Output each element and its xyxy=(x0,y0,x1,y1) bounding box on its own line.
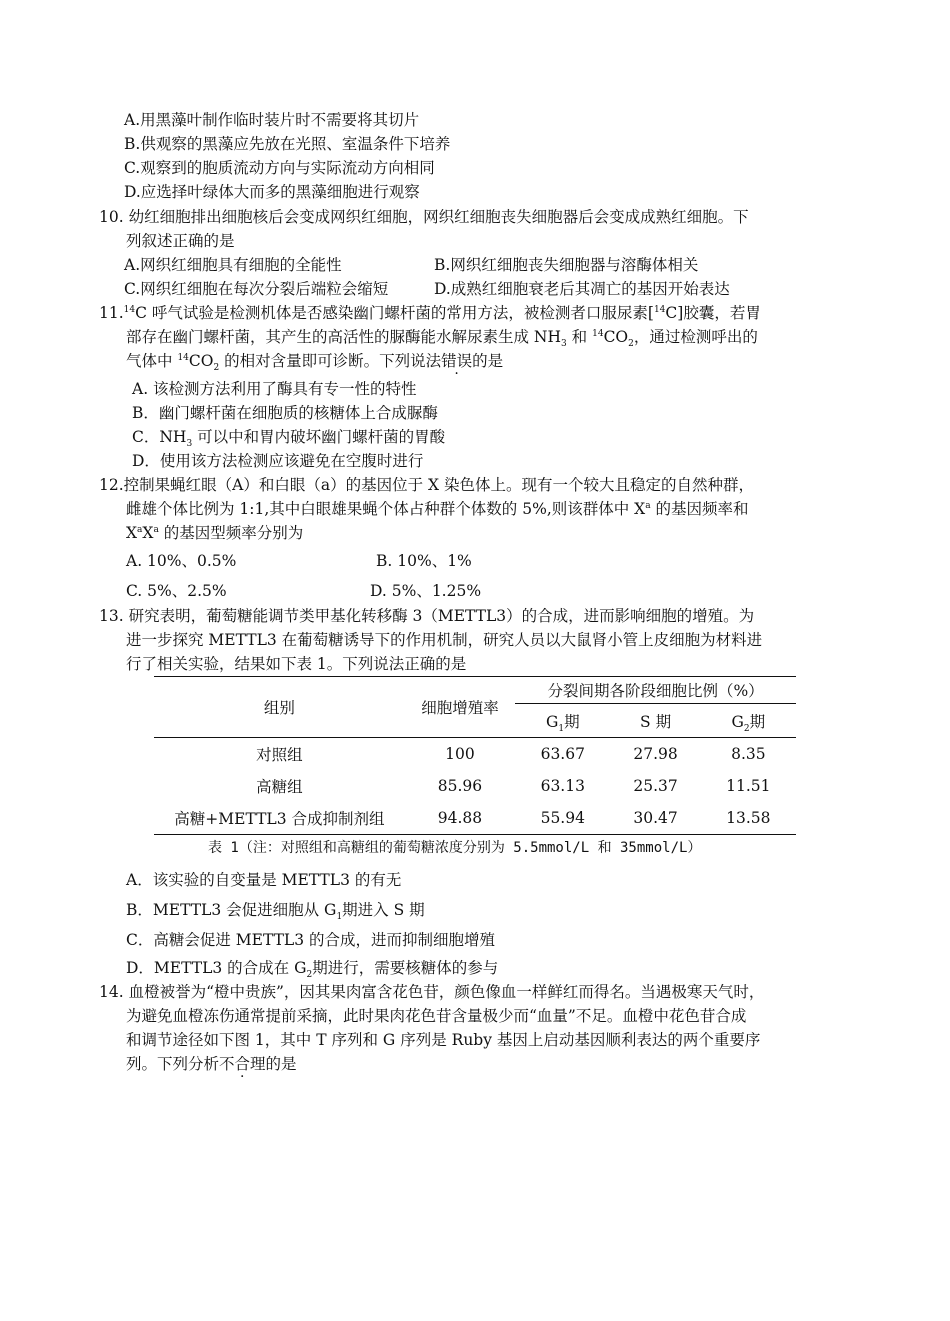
q11-option-c: C．$NH_3$ 可以中和胃内破坏幽门螺杆菌的胃酸 xyxy=(132,428,446,450)
header-rate: 细胞增殖率 xyxy=(405,677,515,738)
q12-option-a: A. 10%、0.5% xyxy=(126,552,237,570)
q11-stem-line1: 11.14C 呼气试验是检测机体是否感染幽门螺杆菌的常用方法，被检测者口服尿素[$^{14}$C]胶囊，若胃 xyxy=(99,304,761,322)
q9-option-a: A.用黑藻叶制作临时装片时不需要将其切片 xyxy=(124,111,420,129)
q13-stem-line2: 进一步探究 METTL3 在葡萄糖诱导下的作用机制，研究人员以大鼠肾小管上皮细胞为材料进 xyxy=(126,631,763,649)
header-s: S 期 xyxy=(610,704,700,738)
q11-stem-line2: 部存在幽门螺杆菌，其产生的高活性的脲酶能水解尿素生成 $NH_3$ 和 $^{14}CO_2$，通过检测呼出的 xyxy=(126,328,758,350)
q11-option-a: A. 该检测方法利用了酶具有专一性的特性 xyxy=(132,380,417,398)
q13-stem-line3: 行了相关实验，结果如下表 1。下列说法正确的是 xyxy=(126,655,467,673)
q11-option-d: D．使用该方法检测应该避免在空腹时进行 xyxy=(132,452,424,470)
header-group: 组别 xyxy=(154,677,405,738)
q13-stem-line1: 13. 研究表明，葡萄糖能调节类甲基化转移酶 3（METTL3）的合成，进而影响细胞的增殖。为 xyxy=(99,607,755,625)
cell-g2: 11.51 xyxy=(726,777,771,795)
cell-group: 高糖组 xyxy=(256,778,303,796)
q10-option-c: C.网织红细胞在每次分裂后端粒会缩短 xyxy=(124,280,389,298)
cell-s: 30.47 xyxy=(610,802,700,835)
table-row xyxy=(154,770,796,802)
table-row xyxy=(154,802,796,835)
q10-option-a: A.网织红细胞具有细胞的全能性 xyxy=(124,256,342,274)
header-g2: $G_2$期 xyxy=(701,704,796,738)
cell-g1: 63.67 xyxy=(540,745,585,763)
cell-rate: 94.88 xyxy=(405,802,515,835)
header-g1: $G_1$期 xyxy=(515,704,610,738)
q10-stem-line2: 列叙述正确的是 xyxy=(126,232,235,250)
q12-option-c: C. 5%、2.5% xyxy=(126,582,227,600)
q9-option-b: B.供观察的黑藻应先放在光照、室温条件下培养 xyxy=(124,135,451,153)
table-caption: 表 1（注：对照组和高糖组的葡萄糖浓度分别为 5.5mmol/L 和 35mmol/L） xyxy=(208,840,702,856)
q11-emphasis: 错误 xyxy=(441,352,473,370)
data-table xyxy=(154,676,796,835)
q14-stem-line1: 14. 血橙被誉为“橙中贵族”，因其果肉富含花色苷，颜色像血一样鲜红而得名。当遇极寒天气时， xyxy=(99,983,765,1001)
q12-stem-line3: $X^aX^a$ 的基因型频率分别为 xyxy=(126,524,304,542)
cell-group: 高糖+METTL3 合成抑制剂组 xyxy=(154,802,405,835)
q10-option-b: B.网织红细胞丧失细胞器与溶酶体相关 xyxy=(434,256,699,274)
q14-stem-line3: 和调节途径如下图 1，其中 T 序列和 G 序列是 Ruby 基因上启动基因顺利表达的两个重要序 xyxy=(126,1031,761,1049)
q9-option-d: D.应选择叶绿体大而多的黑藻细胞进行观察 xyxy=(124,183,420,201)
q9-option-c: C.观察到的胞质流动方向与实际流动方向相同 xyxy=(124,159,435,177)
cell-g1: 55.94 xyxy=(515,802,610,835)
table-row xyxy=(154,738,796,771)
cell-rate: 85.96 xyxy=(437,777,483,795)
cell-group: 对照组 xyxy=(256,746,303,764)
cell-g1: 63.13 xyxy=(540,777,585,795)
q12-stem-line2: 雌雄个体比例为 1:1,其中白眼雄果蝇个体占种群个体数的 5%,则该群体中 $X^a$ 的基因频率和 xyxy=(126,500,749,518)
q12-stem-line1: 12.控制果蝇红眼（A）和白眼（a）的基因位于 X 染色体上。现有一个较大且稳定的自然种群， xyxy=(99,476,754,494)
cell-s: 25.37 xyxy=(633,777,678,795)
q13-option-d: D．METTL3 的合成在 $G_2$期进行，需要核糖体的参与 xyxy=(126,959,499,981)
q13-option-b: B．METTL3 会促进细胞从 $G_1$期进入 S 期 xyxy=(126,901,425,923)
q14-stem-line4: 列。下列分析不合理的是 xyxy=(126,1055,297,1073)
q13-option-c: C．高糖会促进 METTL3 的合成，进而抑制细胞增殖 xyxy=(126,931,496,949)
q11-option-b: B．幽门螺杆菌在细胞质的核糖体上合成脲酶 xyxy=(132,404,438,422)
cell-g2: 8.35 xyxy=(731,745,766,763)
cell-g2: 13.58 xyxy=(701,802,796,835)
q12-option-d: D. 5%、1.25% xyxy=(370,582,482,600)
q10-option-d: D.成熟红细胞衰老后其凋亡的基因开始表达 xyxy=(434,280,730,298)
q10-stem-line1: 10. 幼红细胞排出细胞核后会变成网织红细胞，网织红细胞丧失细胞器后会变成成熟红细胞。下 xyxy=(99,208,749,226)
q12-option-b: B. 10%、1% xyxy=(376,552,472,570)
q14-stem-line2: 为避免血橙冻伤通常提前采摘，此时果肉花色苷含量极少而“血量”不足。血橙中花色苷合成 xyxy=(126,1007,747,1025)
cell-rate: 100 xyxy=(445,745,475,763)
q14-emphasis: 不合理 xyxy=(219,1055,266,1073)
q11-stem-line3: 气体中 $^{14}CO_2$ 的相对含量即可诊断。下列说法错误的是 xyxy=(126,352,504,374)
q13-option-a: A．该实验的自变量是 METTL3 的有无 xyxy=(126,871,402,889)
cell-s: 27.98 xyxy=(633,745,678,763)
header-phase: 分裂间期各阶段细胞比例（%） xyxy=(515,677,796,704)
